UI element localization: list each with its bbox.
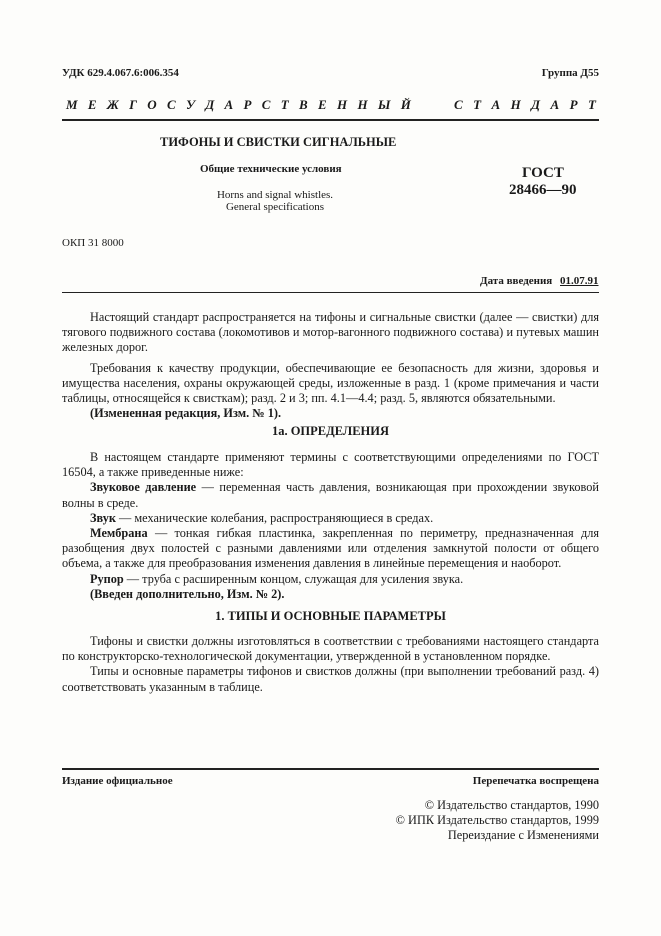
definition-term: Звуковое давление xyxy=(90,480,197,495)
copyright-block xyxy=(396,798,599,843)
banner-letter: В xyxy=(299,97,308,112)
definition-text: — механические колебания, распространяющиеся в средах. xyxy=(115,510,434,525)
section-1-paragraph-1: Тифоны и свистки должны изготовляться в соответствии с требованиями настоящего стандарта по конструкторско-технологической документации, утвержденной в установленном порядке. xyxy=(62,634,599,664)
section-1a-paragraph: В настоящем стандарте применяют термины с соответствующими определениями по ГОСТ 16504, а также приведенные ниже: xyxy=(62,450,599,480)
banner-letter: Д xyxy=(531,97,541,112)
doc-title-en xyxy=(210,189,340,213)
intro-date-label: Дата введения xyxy=(480,275,553,287)
interstate-standard-banner xyxy=(66,97,596,113)
banner-letter: Т xyxy=(280,97,289,112)
definition-item xyxy=(62,572,599,587)
banner-letter: М xyxy=(66,97,78,112)
intro-amendment-note: (Измененная редакция, Изм. № 1). xyxy=(90,406,282,421)
definition-item xyxy=(62,526,599,572)
banner-letter: А xyxy=(224,97,234,112)
banner-letter: Е xyxy=(87,97,97,112)
banner-letter: С xyxy=(454,97,463,112)
definition-item xyxy=(62,480,599,510)
banner-letter: Е xyxy=(318,97,327,112)
banner-letter: С xyxy=(166,97,176,112)
banner-letter: Ы xyxy=(377,97,391,112)
banner-letter: О xyxy=(147,97,157,112)
standard-word-1 xyxy=(66,97,411,113)
banner-letter: Й xyxy=(400,97,411,112)
definition-text: — переменная часть давления, возникающая при прохождении звуковой волны в среде. xyxy=(62,480,599,510)
header-rule xyxy=(62,119,599,121)
footer-rule xyxy=(62,768,599,770)
standard-word-2 xyxy=(454,97,596,113)
section-1a-block xyxy=(62,450,599,602)
section-1-heading: 1. ТИПЫ И ОСНОВНЫЕ ПАРАМЕТРЫ xyxy=(215,609,446,623)
definition-term: Мембрана xyxy=(90,526,148,541)
section-1-block xyxy=(62,634,599,695)
definition-term: Звук xyxy=(90,510,116,525)
intro-paragraph-2: Требования к качеству продукции, обеспечивающие ее безопасность для жизни, здоровья и имущества населения, охраны окружающей среды, изложенные в разд. 1 (кроме примечания и части таблицы, относящейся к свисткам); разд. 2 и 3; пп. 4.1—4.4; разд. 5, являются обязательными. xyxy=(62,360,599,406)
intro-paragraph-1: Настоящий стандарт распространяется на тифоны и сигнальные свистки (далее — свистки) для тягового подвижного состава (локомотивов и мотор-вагонного подвижного состава) и путевых машин железных дорог. xyxy=(62,310,599,355)
doc-title: ТИФОНЫ И СВИСТКИ СИГНАЛЬНЫЕ xyxy=(160,135,397,149)
banner-letter: А xyxy=(550,97,560,112)
copyright-line-1: © Издательство стандартов, 1990 xyxy=(424,798,599,812)
okp-code: ОКП 31 8000 xyxy=(62,237,124,249)
title-en-line-2: General specifications xyxy=(225,201,325,213)
banner-letter: Р xyxy=(243,97,252,112)
definition-text: — труба с расширенным концом, служащая для усиления звука. xyxy=(123,571,464,586)
banner-letter: А xyxy=(491,97,501,112)
date-rule xyxy=(62,292,599,293)
official-edition-label: Издание официальное xyxy=(62,775,173,787)
reprint-prohibited-label: Перепечатка воспрещена xyxy=(472,775,599,787)
banner-letter: Н xyxy=(510,97,521,112)
intro-date-value: 01.07.91 xyxy=(560,275,599,287)
gost-number: 28466—90 xyxy=(509,182,577,198)
definition-item xyxy=(62,511,599,526)
gost-label: ГОСТ xyxy=(522,165,564,181)
banner-letter: У xyxy=(185,97,196,112)
banner-letter: Н xyxy=(357,97,368,112)
udk-code: УДК 629.4.067.6:006.354 xyxy=(62,67,179,79)
section-1-paragraph-2: Типы и основные параметры тифонов и свистков должны (при выполнении требований разд. 4) соответствовать указанным в таблице. xyxy=(62,664,599,694)
definition-text: — тонкая гибкая пластинка, закрепленная по периметру, предназначенная для разобщения двух полостей с разными давлениями или отделения замкнутой полости от общего объема, а также для преобразования изменения давления в линейные перемещения и наоборот. xyxy=(62,526,599,571)
definition-term: Рупор xyxy=(90,571,124,586)
doc-subtitle: Общие технические условия xyxy=(200,163,342,175)
banner-letter: Ж xyxy=(106,97,119,112)
banner-letter: Т xyxy=(588,97,596,112)
banner-letter: Д xyxy=(205,97,215,112)
banner-letter: Н xyxy=(337,97,348,112)
banner-letter: Г xyxy=(129,97,137,112)
banner-letter: С xyxy=(261,97,271,112)
group-code: Группа Д55 xyxy=(541,67,599,79)
intro-block xyxy=(62,310,599,421)
reissue-note: Переиздание с Изменениями xyxy=(447,828,599,842)
banner-letter: Р xyxy=(569,97,578,112)
section-1a-amendment-note: (Введен дополнительно, Изм. № 2). xyxy=(90,586,285,601)
title-en-line-1: Horns and signal whistles. xyxy=(216,189,334,201)
banner-letter: Т xyxy=(473,97,482,112)
section-1a-heading: 1а. ОПРЕДЕЛЕНИЯ xyxy=(271,424,390,438)
copyright-line-2: © ИПК Издательство стандартов, 1999 xyxy=(395,813,599,827)
